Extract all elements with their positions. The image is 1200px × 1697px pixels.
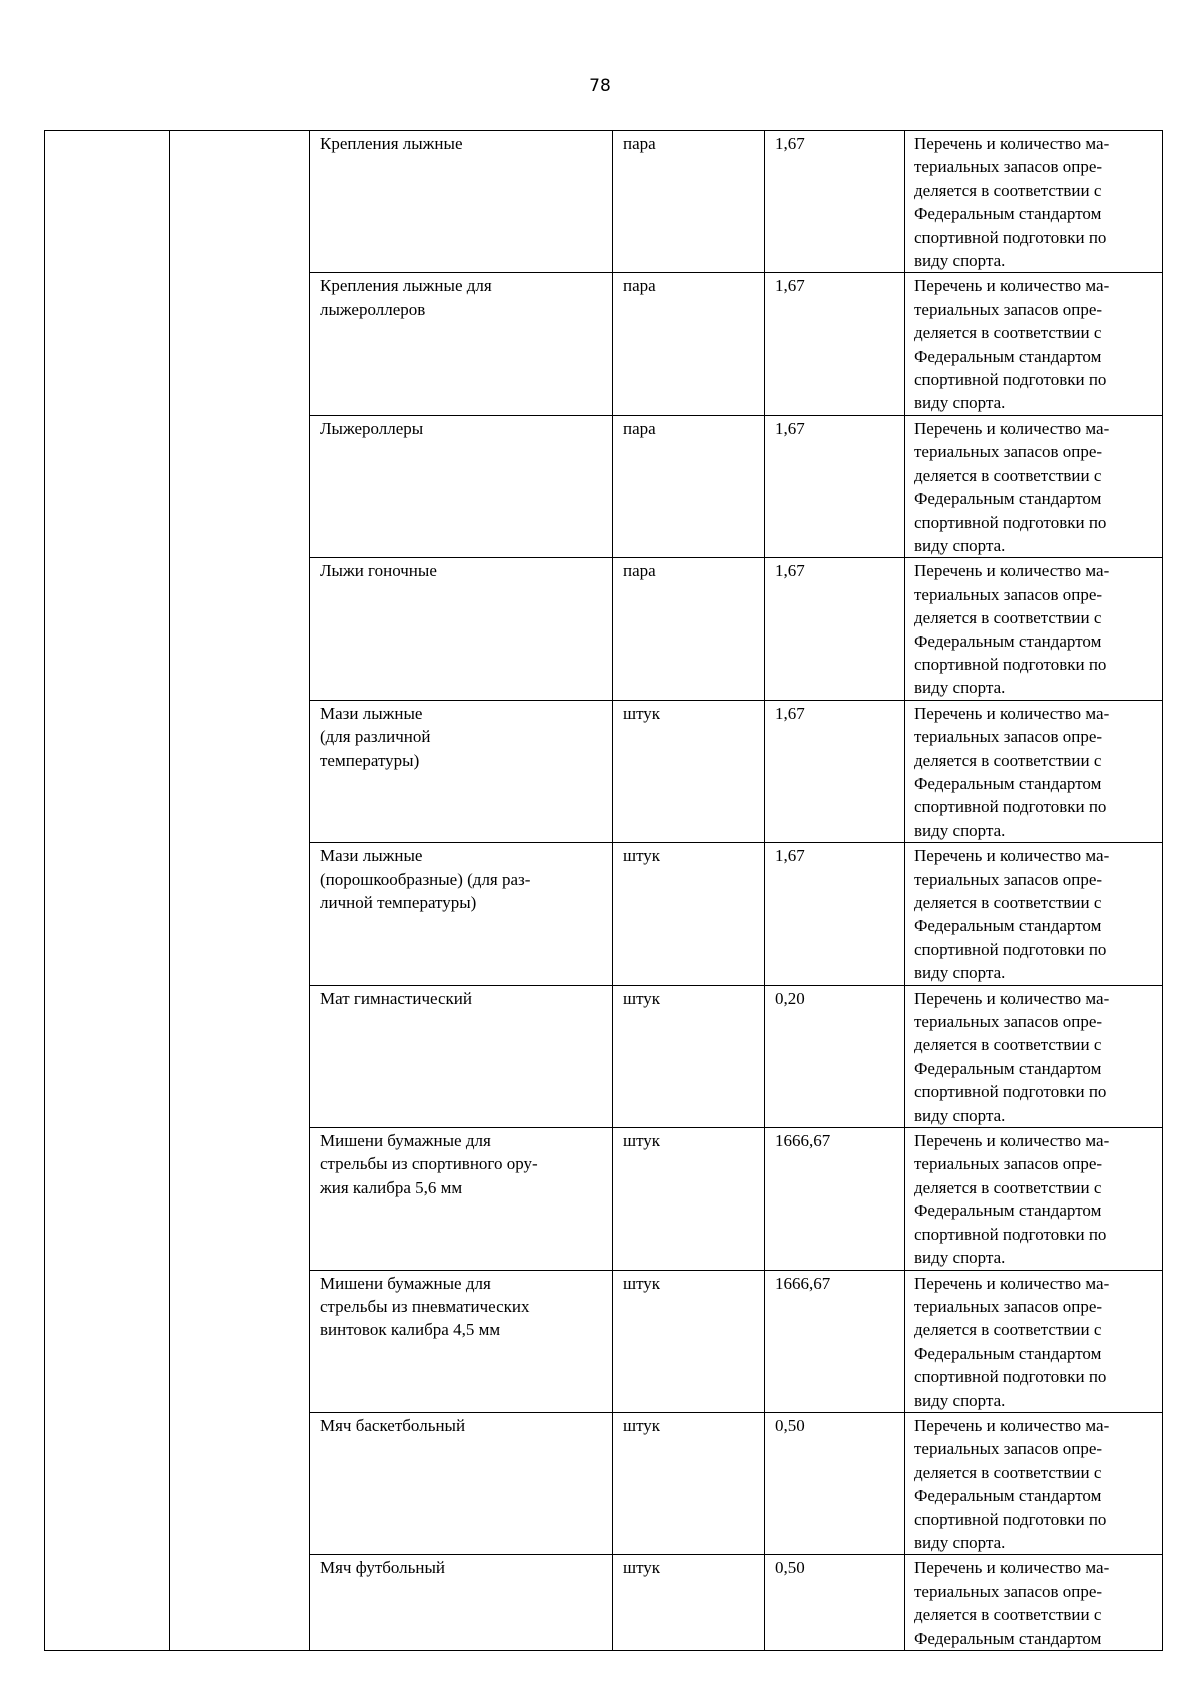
equipment-table — [44, 130, 1163, 1651]
sport-column-cell — [170, 131, 310, 1651]
quantity-cell: 1,67 — [765, 415, 905, 557]
unit-cell: штук — [613, 700, 765, 842]
quantity-cell: 1,67 — [765, 131, 905, 273]
unit-cell: штук — [613, 1128, 765, 1270]
item-name-cell: Мяч баскетбольный — [310, 1412, 613, 1554]
quantity-cell: 1,67 — [765, 843, 905, 985]
quantity-cell: 0,50 — [765, 1412, 905, 1554]
item-name-cell: Лыжероллеры — [310, 415, 613, 557]
item-name-cell: Крепления лыжные — [310, 131, 613, 273]
unit-cell: пара — [613, 558, 765, 700]
item-name-cell: Лыжи гоночные — [310, 558, 613, 700]
quantity-cell: 1,67 — [765, 700, 905, 842]
note-cell: Перечень и количество ма- териальных запасов опре- деляется в соответствии с Федеральным стандартом — [905, 1555, 1163, 1651]
note-cell: Перечень и количество ма- териальных запасов опре- деляется в соответствии с Федеральным стандартом спортивной подготовки по виду спорта. — [905, 1128, 1163, 1270]
unit-cell: штук — [613, 843, 765, 985]
note-cell: Перечень и количество ма- териальных запасов опре- деляется в соответствии с Федеральным стандартом спортивной подготовки по виду спорта. — [905, 558, 1163, 700]
note-cell: Перечень и количество ма- териальных запасов опре- деляется в соответствии с Федеральным стандартом спортивной подготовки по виду спорта. — [905, 415, 1163, 557]
unit-cell: пара — [613, 273, 765, 415]
unit-cell: штук — [613, 1270, 765, 1412]
table-body — [45, 131, 1163, 1651]
quantity-cell: 1,67 — [765, 558, 905, 700]
note-cell: Перечень и количество ма- териальных запасов опре- деляется в соответствии с Федеральным стандартом спортивной подготовки по виду спорта. — [905, 1412, 1163, 1554]
note-cell: Перечень и количество ма- териальных запасов опре- деляется в соответствии с Федеральным стандартом спортивной подготовки по виду спорта. — [905, 1270, 1163, 1412]
item-name-cell: Крепления лыжные для лыжероллеров — [310, 273, 613, 415]
page-number: 78 — [589, 76, 611, 96]
item-name-cell: Мази лыжные (порошкообразные) (для раз- личной температуры) — [310, 843, 613, 985]
item-name-cell: Мишени бумажные для стрельбы из пневматических винтовок калибра 4,5 мм — [310, 1270, 613, 1412]
note-cell: Перечень и количество ма- териальных запасов опре- деляется в соответствии с Федеральным стандартом спортивной подготовки по виду спорта. — [905, 843, 1163, 985]
item-name-cell: Мишени бумажные для стрельбы из спортивного ору- жия калибра 5,6 мм — [310, 1128, 613, 1270]
unit-cell: штук — [613, 1412, 765, 1554]
unit-cell: штук — [613, 985, 765, 1127]
note-cell: Перечень и количество ма- териальных запасов опре- деляется в соответствии с Федеральным стандартом спортивной подготовки по виду спорта. — [905, 700, 1163, 842]
item-name-cell: Мяч футбольный — [310, 1555, 613, 1651]
quantity-cell: 0,50 — [765, 1555, 905, 1651]
item-name-cell: Мат гимнастический — [310, 985, 613, 1127]
note-cell: Перечень и количество ма- териальных запасов опре- деляется в соответствии с Федеральным стандартом спортивной подготовки по виду спорта. — [905, 131, 1163, 273]
note-cell: Перечень и количество ма- териальных запасов опре- деляется в соответствии с Федеральным стандартом спортивной подготовки по виду спорта. — [905, 985, 1163, 1127]
quantity-cell: 0,20 — [765, 985, 905, 1127]
table-row — [45, 131, 1163, 273]
unit-cell: пара — [613, 131, 765, 273]
quantity-cell: 1666,67 — [765, 1128, 905, 1270]
quantity-cell: 1666,67 — [765, 1270, 905, 1412]
unit-cell: штук — [613, 1555, 765, 1651]
quantity-cell: 1,67 — [765, 273, 905, 415]
note-cell: Перечень и количество ма- териальных запасов опре- деляется в соответствии с Федеральным стандартом спортивной подготовки по виду спорта. — [905, 273, 1163, 415]
item-name-cell: Мази лыжные (для различной температуры) — [310, 700, 613, 842]
group-column-cell — [45, 131, 170, 1651]
unit-cell: пара — [613, 415, 765, 557]
